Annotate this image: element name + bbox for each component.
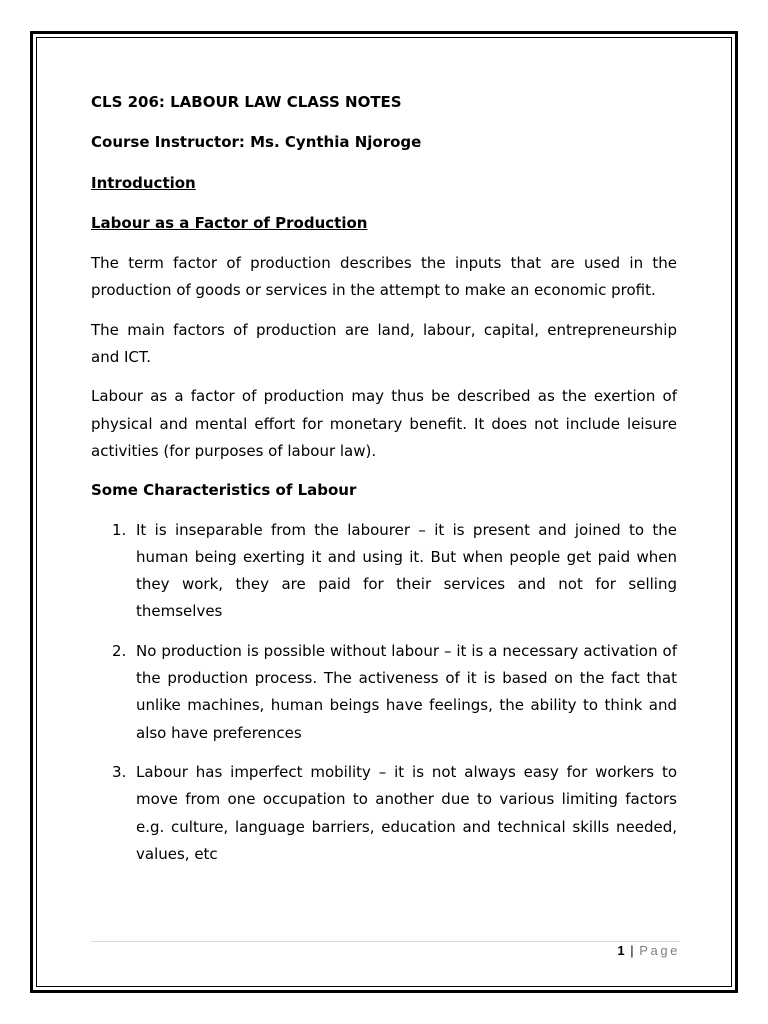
list-item-text: No production is possible without labour – it is a necessary activation of the production process. The activeness of it is based on the fact that unlike machines, human beings have feelings, the ability to think and also have preferences xyxy=(136,641,677,742)
document-body xyxy=(91,89,677,880)
page-label: Page xyxy=(639,943,680,958)
subsection-heading: Labour as a Factor of Production xyxy=(91,213,368,232)
paragraph: The main factors of production are land, labour, capital, entrepreneurship and ICT. xyxy=(91,320,677,367)
list-item xyxy=(91,638,677,747)
section-heading: Introduction xyxy=(91,173,196,192)
list-item-number: 1. xyxy=(112,520,127,539)
list-item xyxy=(91,517,677,626)
list-item-number: 3. xyxy=(112,762,127,781)
paragraph: The term factor of production describes the inputs that are used in the production of goods or services in the attempt to make an economic profit. xyxy=(91,254,677,300)
page-number: 1 xyxy=(617,943,625,958)
list-item xyxy=(91,759,677,868)
characteristics-heading: Some Characteristics of Labour xyxy=(91,481,357,500)
course-title: CLS 206: LABOUR LAW CLASS NOTES xyxy=(91,93,402,111)
list-item-text: It is inseparable from the labourer – it is present and joined to the human being exerting it and using it. But when people get paid when they work, they are paid for their services and not for selling themselves xyxy=(136,520,677,621)
list-item-text: Labour has imperfect mobility – it is not always easy for workers to move from one occupation to another due to various limiting factors e.g. culture, language barriers, education and technical skills needed, values, etc xyxy=(136,762,677,863)
list-item-number: 2. xyxy=(112,641,127,660)
course-instructor: Course Instructor: Ms. Cynthia Njoroge xyxy=(91,133,422,152)
characteristics-list xyxy=(91,517,677,869)
page-separator: | xyxy=(630,943,634,958)
paragraph: Labour as a factor of production may thus be described as the exertion of physical and mental effort for monetary benefit. It does not include leisure activities (for purposes of labour law). xyxy=(91,387,677,460)
page-footer xyxy=(500,941,680,961)
